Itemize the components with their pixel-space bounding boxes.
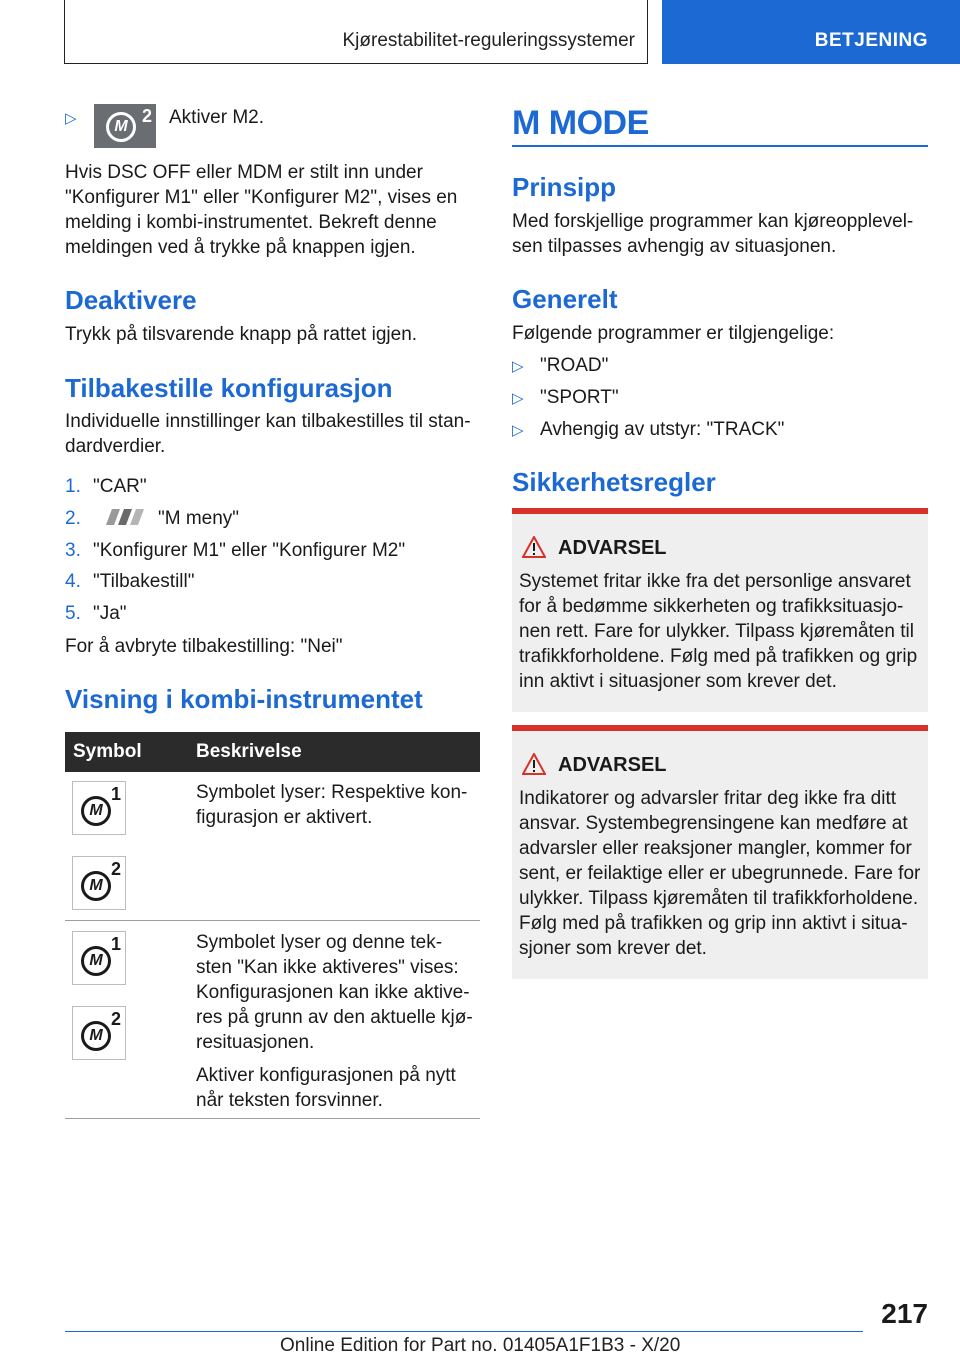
program-item bbox=[512, 417, 784, 443]
triangle-bullet-icon: ▷ bbox=[512, 390, 524, 407]
m-drive-icon-letter: M bbox=[106, 112, 136, 142]
m-drive-icon-number: 2 bbox=[141, 106, 152, 126]
table-header bbox=[65, 732, 480, 772]
m-stripes-icon bbox=[98, 507, 150, 527]
warning-line: trafikkforholdene. Følg med på trafikken og grip bbox=[519, 646, 918, 667]
m-drive-icon-number: 1 bbox=[110, 784, 121, 804]
warning-line: ulykker. Tilpass kjøremåten til trafikkforholdene. bbox=[519, 888, 919, 909]
intro-line: melding i kombi-instrumentet. Bekreft denne bbox=[65, 212, 437, 233]
step-text: "Tilbakestill" bbox=[93, 571, 195, 592]
intro-line: meldingen ved å trykke på knappen igjen. bbox=[65, 237, 416, 258]
description-line: res på grunn av den aktuelle kjø- bbox=[196, 1007, 473, 1028]
cancel-text: For å avbryte tilbakestilling: "Nei" bbox=[65, 636, 343, 657]
program-label: "ROAD" bbox=[540, 355, 609, 376]
triangle-bullet-icon: ▷ bbox=[512, 358, 524, 375]
description-line: Symbolet lyser: Respektive kon- bbox=[196, 782, 468, 803]
deactivate-text: Trykk på tilsvarende knapp på rattet igjen. bbox=[65, 324, 418, 345]
chapter-title: BETJENING bbox=[814, 30, 928, 51]
page-number: 217 bbox=[881, 1298, 928, 1329]
program-item bbox=[512, 353, 608, 379]
warning-line: ansvar. Systembegrensingene kan medføre at bbox=[519, 813, 908, 834]
description-line: Aktiver konfigurasjonen på nytt bbox=[196, 1065, 456, 1086]
deactivate-heading: Deaktivere bbox=[65, 285, 197, 315]
warning-line: nen rett. Fare for ulykker. Tilpass kjøremåten til bbox=[519, 621, 914, 642]
principle-line: Med forskjellige programmer kan kjøreopplevel- bbox=[512, 211, 914, 232]
warning-text bbox=[519, 569, 923, 694]
warning-triangle-icon bbox=[522, 536, 546, 558]
warning-line: sent, er feilaktige eller er ubegrunnede. Fare for bbox=[519, 863, 921, 884]
warning-triangle-icon bbox=[522, 753, 546, 775]
step-text: "Ja" bbox=[93, 603, 127, 624]
program-item bbox=[512, 385, 619, 411]
warning-title: ADVARSEL bbox=[558, 537, 667, 559]
m-drive-icon-letter: M bbox=[81, 871, 111, 901]
description-line: resituasjonen. bbox=[196, 1032, 315, 1053]
reset-heading: Tilbakestille konfigurasjon bbox=[65, 373, 393, 403]
step-2 bbox=[65, 506, 93, 531]
warning-text bbox=[519, 786, 923, 961]
warning-bar bbox=[512, 508, 928, 514]
step-number: 5. bbox=[65, 603, 81, 624]
warning-line: Indikatorer og advarsler fritar deg ikke fra ditt bbox=[519, 788, 897, 809]
m-drive-icon-letter: M bbox=[81, 796, 111, 826]
principle-paragraph bbox=[512, 209, 928, 259]
step-text: "Konfigurer M1" eller "Konfigurer M2" bbox=[93, 540, 406, 561]
triangle-bullet-icon: ▷ bbox=[65, 110, 77, 127]
m1-drive-icon bbox=[72, 781, 126, 835]
bullet bbox=[65, 105, 93, 131]
description-line: figurasjon er aktivert. bbox=[196, 807, 373, 828]
program-label: Avhengig av utstyr: "TRACK" bbox=[540, 419, 785, 440]
footer-rule bbox=[65, 1331, 863, 1332]
reset-paragraph bbox=[65, 409, 480, 459]
step-number: 3. bbox=[65, 540, 81, 561]
display-heading: Visning i kombi-instrumentet bbox=[65, 684, 423, 714]
table-row-2-description bbox=[196, 930, 476, 1055]
table-row-2-extra bbox=[196, 1063, 476, 1113]
column-header-symbol: Symbol bbox=[73, 741, 142, 762]
description-line: sten "Kan ikke aktiveres" vises: bbox=[196, 957, 459, 978]
activate-m2-text: Aktiver M2. bbox=[169, 107, 265, 128]
m2-drive-icon bbox=[72, 856, 126, 910]
step-number: 2. bbox=[65, 508, 81, 529]
step-3 bbox=[65, 538, 405, 563]
warning-line: sjoner som krever det. bbox=[519, 938, 707, 959]
description-line: Konfigurasjonen kan ikke aktive- bbox=[196, 982, 470, 1003]
intro-paragraph bbox=[65, 160, 480, 260]
reset-line: Individuelle innstillinger kan tilbakestilles til stan- bbox=[65, 411, 471, 432]
page-title: M MODE bbox=[512, 104, 649, 142]
m-drive-icon-number: 1 bbox=[110, 934, 121, 954]
m1-drive-icon bbox=[72, 931, 126, 985]
warning-line: advarsler eller reaksjoner mangler, kommer for bbox=[519, 838, 912, 859]
reset-line: dardverdier. bbox=[65, 436, 166, 457]
intro-line: Hvis DSC OFF eller MDM er stilt inn under bbox=[65, 162, 423, 183]
principle-line: sen tilpasses avhengig av situasjonen. bbox=[512, 236, 837, 257]
program-label: "SPORT" bbox=[540, 387, 619, 408]
description-line: Symbolet lyser og denne tek- bbox=[196, 932, 443, 953]
m-drive-icon-letter: M bbox=[81, 1021, 111, 1051]
step-text: "M meny" bbox=[158, 508, 240, 529]
warning-line: for å bedømme sikkerheten og trafikksituasjo- bbox=[519, 596, 904, 617]
step-1 bbox=[65, 474, 147, 499]
general-text: Følgende programmer er tilgjengelige: bbox=[512, 323, 835, 344]
m2-drive-icon bbox=[72, 1006, 126, 1060]
intro-line: "Konfigurer M1" eller "Konfigurer M2", vises en bbox=[65, 187, 458, 208]
warning-line: Systemet fritar ikke fra det personlige ansvaret bbox=[519, 571, 911, 592]
warning-line: inn aktivt i situasjoner som krever det. bbox=[519, 671, 837, 692]
warning-box-2 bbox=[512, 725, 928, 979]
header-section-box bbox=[64, 0, 648, 64]
step-5 bbox=[65, 601, 127, 626]
table-row-1-description bbox=[196, 780, 476, 830]
table-row-divider bbox=[65, 920, 480, 921]
description-line: når teksten forsvinner. bbox=[196, 1090, 383, 1111]
warning-bar bbox=[512, 725, 928, 731]
section-title: Kjørestabilitet-reguleringssystemer bbox=[342, 30, 635, 51]
step-number: 1. bbox=[65, 476, 81, 497]
warning-title: ADVARSEL bbox=[558, 754, 667, 776]
step-4 bbox=[65, 569, 194, 594]
title-rule bbox=[512, 145, 928, 147]
m-drive-icon-letter: M bbox=[81, 946, 111, 976]
general-heading: Generelt bbox=[512, 284, 618, 314]
m-drive-icon-number: 2 bbox=[110, 1009, 121, 1029]
step-text: "CAR" bbox=[93, 476, 147, 497]
m-drive-icon bbox=[94, 104, 156, 148]
triangle-bullet-icon: ▷ bbox=[512, 422, 524, 439]
column-header-description: Beskrivelse bbox=[196, 741, 302, 762]
step-number: 4. bbox=[65, 571, 81, 592]
header-chapter-tab[interactable] bbox=[662, 0, 960, 64]
table-bottom-line bbox=[65, 1118, 480, 1119]
warning-line: Følg med på trafikken og grip inn aktivt i situa- bbox=[519, 913, 908, 934]
m-drive-icon-number: 2 bbox=[110, 859, 121, 879]
principle-heading: Prinsipp bbox=[512, 172, 617, 202]
safety-heading: Sikkerhetsregler bbox=[512, 467, 716, 497]
footer-edition: Online Edition for Part no. 01405A1F1B3 - X/20 bbox=[280, 1335, 681, 1356]
warning-box-1 bbox=[512, 508, 928, 712]
